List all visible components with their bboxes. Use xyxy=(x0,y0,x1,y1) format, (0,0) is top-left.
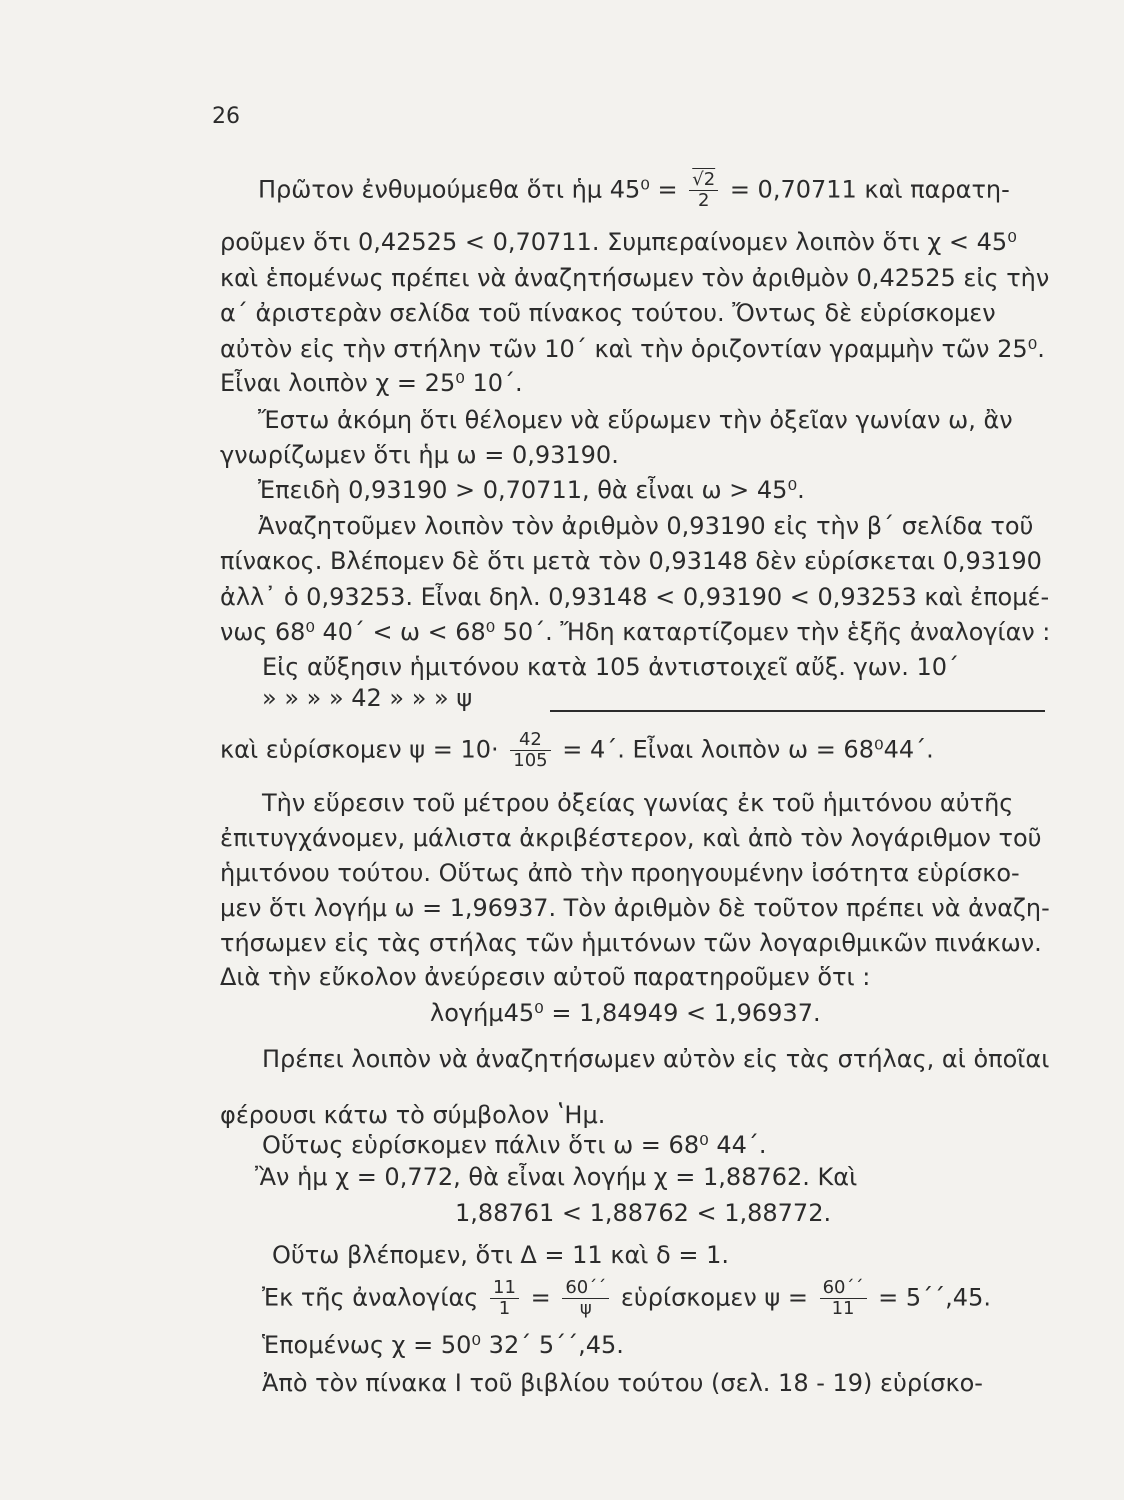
text-line: Οὕτω βλέπομεν, ὅτι Δ = 11 καὶ δ = 1. xyxy=(272,1241,729,1269)
text-line: φέρουσι κάτω τὸ σύμβολον ʽΗμ. xyxy=(220,1101,606,1129)
fraction-denominator: 105 xyxy=(513,750,548,771)
text-line xyxy=(262,1278,991,1319)
text-line: ἡμιτόνου τούτου. Οὕτως ἀπὸ τὴν προηγουμένην ἰσότητα εὑρίσκο- xyxy=(220,859,1020,887)
text-line: Ἀναζητοῦμεν λοιπὸν τὸν ἀριθμὸν 0,93190 εἰς τὴν β΄ σελίδα τοῦ xyxy=(258,512,1034,540)
text-line: λογήμ45⁰ = 1,84949 < 1,96937. xyxy=(430,999,821,1027)
fraction-denominator: 11 xyxy=(831,1298,855,1319)
text-line: γνωρίζωμεν ὅτι ἡμ ω = 0,93190. xyxy=(220,441,619,469)
fraction-numerator: 60΄΄ xyxy=(820,1278,867,1299)
text-segment: = 0,70711 καὶ παρατη- xyxy=(729,175,1010,204)
text-line: Διὰ τὴν εὔκολον ἀνεύρεσιν αὐτοῦ παρατηροῦμεν ὅτι : xyxy=(220,963,871,991)
fraction xyxy=(689,170,718,211)
fraction xyxy=(562,1278,609,1319)
text-segment: Ἐκ τῆς ἀναλογίας xyxy=(262,1283,479,1312)
text-line: Εἶναι λοιπὸν χ = 25⁰ 10΄. xyxy=(220,369,523,397)
fraction-denominator: ψ xyxy=(579,1298,592,1319)
fraction-numerator: 60΄΄ xyxy=(562,1278,609,1299)
text-segment: Πρῶτον ἐνθυμούμεθα ὅτι ἡμ 45⁰ = xyxy=(258,175,678,204)
fraction-denominator: 2 xyxy=(697,190,710,211)
text-line: ἀλλ᾽ ὁ 0,93253. Εἶναι δηλ. 0,93148 < 0,93190 < 0,93253 καὶ ἐπομέ- xyxy=(220,583,1050,611)
text-line: α΄ ἀριστερὰν σελίδα τοῦ πίνακος τούτου. Ὄντως δὲ εὑρίσκομεν xyxy=(220,299,996,327)
text-line: αὐτὸν εἰς τὴν στήλην τῶν 10΄ καὶ τὴν ὁριζοντίαν γραμμὴν τῶν 25⁰. xyxy=(220,335,1045,363)
text-line: Ἀπὸ τὸν πίνακα Ι τοῦ βιβλίου τούτου (σελ. 18 - 19) εὑρίσκο- xyxy=(262,1369,983,1397)
text-segment: καὶ εὑρίσκομεν ψ = 10· xyxy=(220,735,499,764)
text-line xyxy=(258,170,1010,211)
table-rule xyxy=(550,710,1045,712)
fraction xyxy=(490,1278,519,1319)
fraction-numerator: 42 xyxy=(510,730,550,751)
fraction xyxy=(820,1278,867,1319)
text-line: Ἔστω ἀκόμη ὅτι θέλομεν νὰ εὕρωμεν τὴν ὀξεῖαν γωνίαν ω, ἂν xyxy=(258,406,1013,434)
fraction-numerator: √2 xyxy=(689,170,718,191)
text-line: ροῦμεν ὅτι 0,42525 < 0,70711. Συμπεραίνομεν λοιπὸν ὅτι χ < 45⁰ xyxy=(220,228,1017,256)
text-line: » » » » 42 » » » ψ xyxy=(262,684,473,712)
text-segment: = xyxy=(530,1283,551,1312)
text-line: πίνακος. Βλέπομεν δὲ ὅτι μετὰ τὸν 0,93148 δὲν εὑρίσκεται 0,93190 xyxy=(220,547,1042,575)
text-line: Εἰς αὔξησιν ἡμιτόνου κατὰ 105 ἀντιστοιχεῖ αὔξ. γων. 10΄ xyxy=(262,653,960,681)
text-line: μεν ὅτι λογήμ ω = 1,96937. Τὸν ἀριθμὸν δὲ τοῦτον πρέπει νὰ ἀναζη- xyxy=(220,894,1050,922)
text-line: νως 68⁰ 40΄ < ω < 68⁰ 50΄. Ἤδη καταρτίζομεν τὴν ἑξῆς ἀναλογίαν : xyxy=(220,618,1051,646)
fraction-denominator: 1 xyxy=(498,1298,511,1319)
text-line: Ἂν ἡμ χ = 0,772, θὰ εἶναι λογήμ χ = 1,88762. Καὶ xyxy=(255,1163,858,1191)
text-line: Οὕτως εὑρίσκομεν πάλιν ὅτι ω = 68⁰ 44΄. xyxy=(262,1131,767,1159)
text-line: Ἐπειδὴ 0,93190 > 0,70711, θὰ εἶναι ω > 45⁰. xyxy=(258,476,805,504)
text-line: 1,88761 < 1,88762 < 1,88772. xyxy=(455,1199,832,1227)
text-line xyxy=(220,730,934,771)
text-line: τήσωμεν εἰς τὰς στήλας τῶν ἡμιτόνων τῶν λογαριθμικῶν πινάκων. xyxy=(220,929,1042,957)
text-segment: = 4΄. Εἶναι λοιπὸν ω = 68⁰44΄. xyxy=(562,735,934,764)
text-line: Τὴν εὕρεσιν τοῦ μέτρου ὀξείας γωνίας ἐκ τοῦ ἡμιτόνου αὐτῆς xyxy=(262,789,1014,817)
text-line: καὶ ἑπομένως πρέπει νὰ ἀναζητήσωμεν τὸν ἀριθμὸν 0,42525 εἰς τὴν xyxy=(220,264,1050,292)
text-line: Πρέπει λοιπὸν νὰ ἀναζητήσωμεν αὐτὸν εἰς τὰς στήλας, αἱ ὁποῖαι xyxy=(262,1045,1050,1073)
page-number: 26 xyxy=(212,104,240,129)
fraction xyxy=(510,730,550,771)
text-line: ἐπιτυγχάνομεν, μάλιστα ἀκριβέστερον, καὶ ἀπὸ τὸν λογάριθμον τοῦ xyxy=(220,824,1042,852)
text-line: Ἑπομένως χ = 50⁰ 32΄ 5΄΄,45. xyxy=(262,1331,624,1359)
text-segment: εὑρίσκομεν ψ = xyxy=(620,1283,808,1312)
fraction-numerator: 11 xyxy=(490,1278,519,1299)
text-segment: = 5΄΄,45. xyxy=(878,1283,991,1312)
